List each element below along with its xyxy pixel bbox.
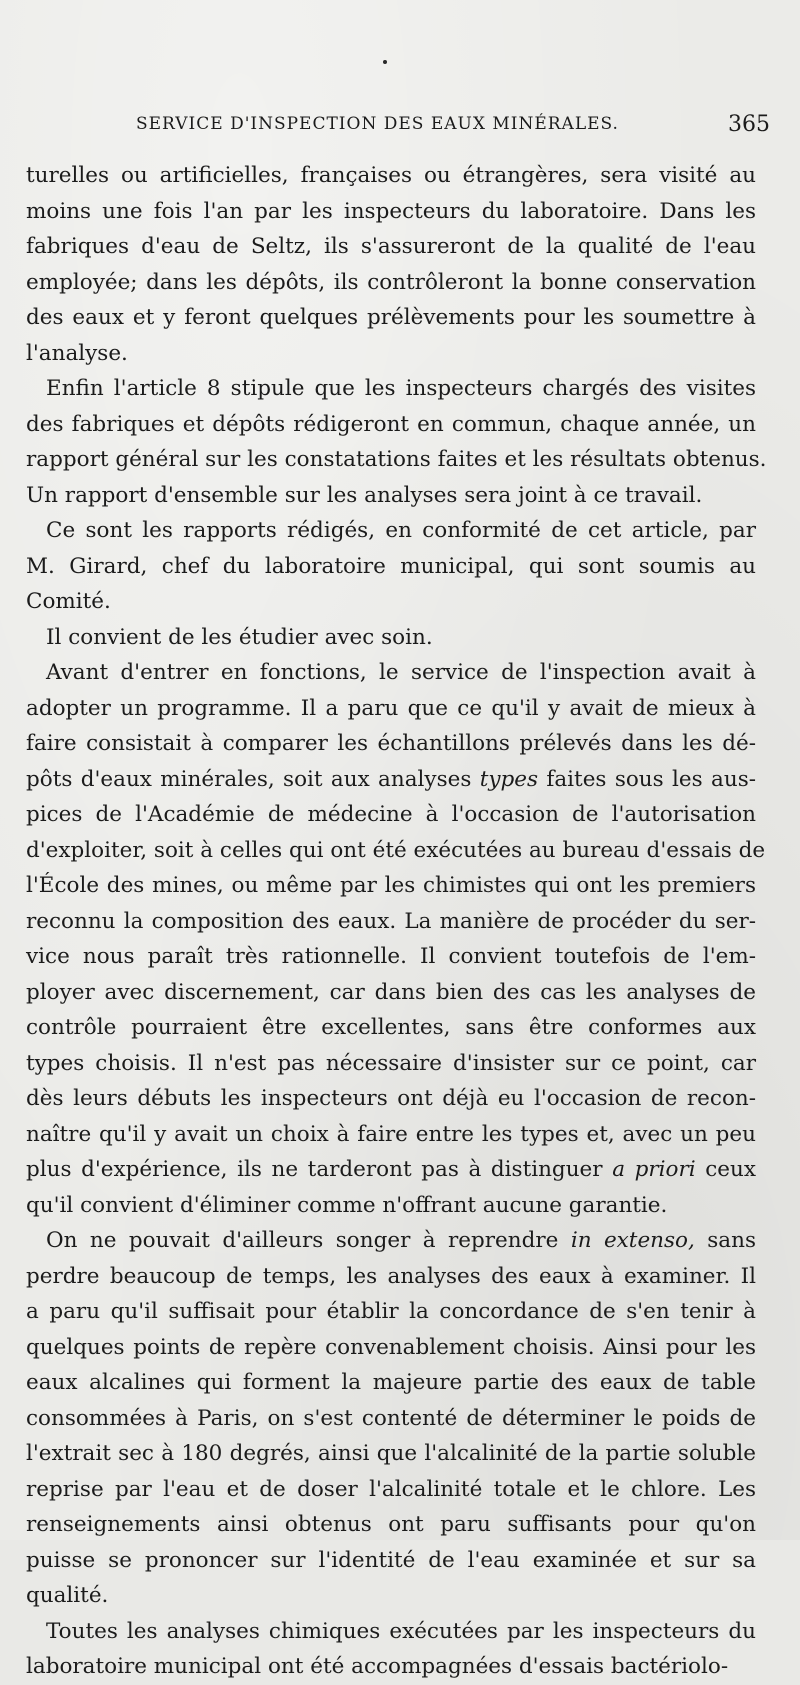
text-line <box>26 229 756 265</box>
italic-term: a priori <box>612 1157 696 1182</box>
text-line <box>26 265 756 301</box>
text-line <box>26 549 756 585</box>
text-line-content: M. Girard, chef du laboratoire municipal, qui sont soumis au <box>26 553 756 579</box>
text-line-content: puisse se prononcer sur l'identité de l'eau examinée et sur sa <box>26 1547 756 1573</box>
text-line-content: dès leurs débuts les inspecteurs ont déjà eu l'occasion de recon- <box>26 1086 756 1111</box>
text-line <box>26 1188 756 1224</box>
text-line-content: consommées à Paris, on s'est contenté de déterminer le poids de <box>26 1405 756 1431</box>
running-head <box>50 114 770 144</box>
text-line-content: pices de l'Académie de médecine à l'occasion de l'autorisation <box>26 802 756 827</box>
text-line-content: qualité. <box>26 1583 109 1608</box>
running-head-title: SERVICE D'INSPECTION DES EAUX MINÉRALES. <box>136 114 619 134</box>
text-line <box>26 1259 756 1295</box>
text-line <box>26 1578 756 1614</box>
text-line <box>26 1472 756 1508</box>
text-line-content: Il convient de les étudier avec soin. <box>46 624 433 650</box>
italic-term: types <box>479 766 539 792</box>
text-line <box>26 1046 756 1082</box>
text-line <box>26 1614 756 1650</box>
text-line-content: adopter un programme. Il a paru que ce qu'il y avait de mieux à <box>26 695 756 721</box>
text-line <box>26 371 756 407</box>
text-line-content: Enfin l'article 8 stipule que les inspecteurs chargés des visites <box>46 376 756 401</box>
text-line <box>26 620 756 656</box>
text-line-content: moins une fois l'an par les inspecteurs du laboratoire. Dans les <box>26 198 756 224</box>
text-line <box>26 584 756 620</box>
text-line <box>26 407 756 443</box>
text-line <box>26 1649 756 1685</box>
text-line-content: plus d'expérience, ils ne tarderont pas à distinguer <box>26 1157 603 1182</box>
text-line-continuation: faites sous les aus- <box>538 766 756 792</box>
text-line-content: quelques points de repère convenablement choisis. Ainsi pour les <box>26 1334 756 1360</box>
text-line-content: turelles ou artificielles, françaises ou étrangères, sera visité au <box>26 163 756 188</box>
text-line-content: l'analyse. <box>26 340 128 366</box>
text-line <box>26 1365 756 1401</box>
text-line-content: qu'il convient d'éliminer comme n'offrant aucune garantie. <box>26 1192 668 1218</box>
text-line-content: fabriques d'eau de Seltz, ils s'assureront de la qualité de l'eau <box>26 234 756 259</box>
text-line <box>26 1117 756 1153</box>
text-line <box>26 797 756 833</box>
text-line <box>26 336 756 372</box>
text-line-content: contrôle pourraient être excellentes, sans être conformes aux <box>26 1015 756 1040</box>
text-line <box>26 726 756 762</box>
text-line-content: vice nous paraît très rationnelle. Il convient toutefois de l'em- <box>26 944 756 969</box>
ink-speck <box>383 60 387 64</box>
text-line-content: reprise par l'eau et de doser l'alcalinité totale et le chlore. Les <box>26 1476 756 1502</box>
text-line-content: Ce sont les rapports rédigés, en conformité de cet article, par <box>46 518 756 543</box>
text-line <box>26 1294 756 1330</box>
text-line-content: faire consistait à comparer les échantillons prélevés dans les dé- <box>26 731 756 756</box>
text-line-content: Avant d'entrer en fonctions, le service de l'inspection avait à <box>46 660 756 685</box>
text-line <box>26 1223 756 1259</box>
text-line <box>26 691 756 727</box>
text-line-content: Toutes les analyses chimiques exécutées par les inspecteurs du <box>46 1618 756 1644</box>
text-line-content: pôts d'eaux minérales, soit aux analyses <box>26 766 472 792</box>
body-text <box>26 158 767 1685</box>
text-line-content: rapport général sur les constatations faites et les résultats obtenus. <box>26 447 767 472</box>
text-line <box>26 868 756 904</box>
text-line-content: l'extrait sec à 180 degrés, ainsi que l'alcalinité de la partie soluble <box>26 1441 756 1466</box>
text-line <box>26 1152 756 1188</box>
text-line-content: renseignements ainsi obtenus ont paru suffisants pour qu'on <box>26 1512 756 1537</box>
text-line <box>26 904 756 940</box>
text-line-content: types choisis. Il n'est pas nécessaire d'insister sur ce point, car <box>26 1050 756 1076</box>
text-line-content: l'École des mines, ou même par les chimistes qui ont les premiers <box>26 873 756 898</box>
text-line <box>26 513 756 549</box>
text-line-content: reconnu la composition des eaux. La manière de procéder du ser- <box>26 908 756 934</box>
text-line <box>26 655 756 691</box>
text-line-continuation: sans <box>694 1228 756 1253</box>
text-line <box>26 939 756 975</box>
text-line <box>26 1543 756 1579</box>
text-line <box>26 1081 756 1117</box>
text-line-content: laboratoire municipal ont été accompagnées d'essais bactériolo- <box>26 1654 729 1679</box>
text-line <box>26 762 756 798</box>
text-line-content: ployer avec discernement, car dans bien des cas les analyses de <box>26 979 756 1005</box>
text-line <box>26 975 756 1011</box>
text-line-content: Un rapport d'ensemble sur les analyses sera joint à ce travail. <box>26 482 703 508</box>
text-line <box>26 478 756 514</box>
text-line <box>26 442 767 478</box>
text-line <box>26 194 756 230</box>
text-line <box>26 1401 756 1437</box>
text-line-content: perdre beaucoup de temps, les analyses des eaux à examiner. Il <box>26 1263 756 1289</box>
page-number: 365 <box>728 112 770 137</box>
text-line <box>26 1010 756 1046</box>
text-line <box>26 300 756 336</box>
text-line <box>26 1436 756 1472</box>
text-line <box>26 833 766 869</box>
text-line-content: employée; dans les dépôts, ils contrôleront la bonne conservation <box>26 269 756 295</box>
text-line-continuation: ceux <box>695 1157 756 1182</box>
text-line-content: a paru qu'il suffisait pour établir la concordance de s'en tenir à <box>26 1299 756 1324</box>
text-line <box>26 158 756 194</box>
text-line-content: naître qu'il y avait un choix à faire entre les types et, avec un peu <box>26 1121 756 1147</box>
text-line-content: des eaux et y feront quelques prélèvements pour les soumettre à <box>26 305 756 330</box>
text-line-content: eaux alcalines qui forment la majeure partie des eaux de table <box>26 1370 756 1395</box>
text-line <box>26 1330 756 1366</box>
text-line-content: d'exploiter, soit à celles qui ont été exécutées au bureau d'essais de <box>26 837 766 863</box>
text-line-content: On ne pouvait d'ailleurs songer à reprendre <box>46 1228 559 1253</box>
text-line-content: Comité. <box>26 589 111 614</box>
text-line-content: des fabriques et dépôts rédigeront en commun, chaque année, un <box>26 411 756 437</box>
italic-term: in extenso, <box>570 1228 695 1253</box>
text-line <box>26 1507 756 1543</box>
